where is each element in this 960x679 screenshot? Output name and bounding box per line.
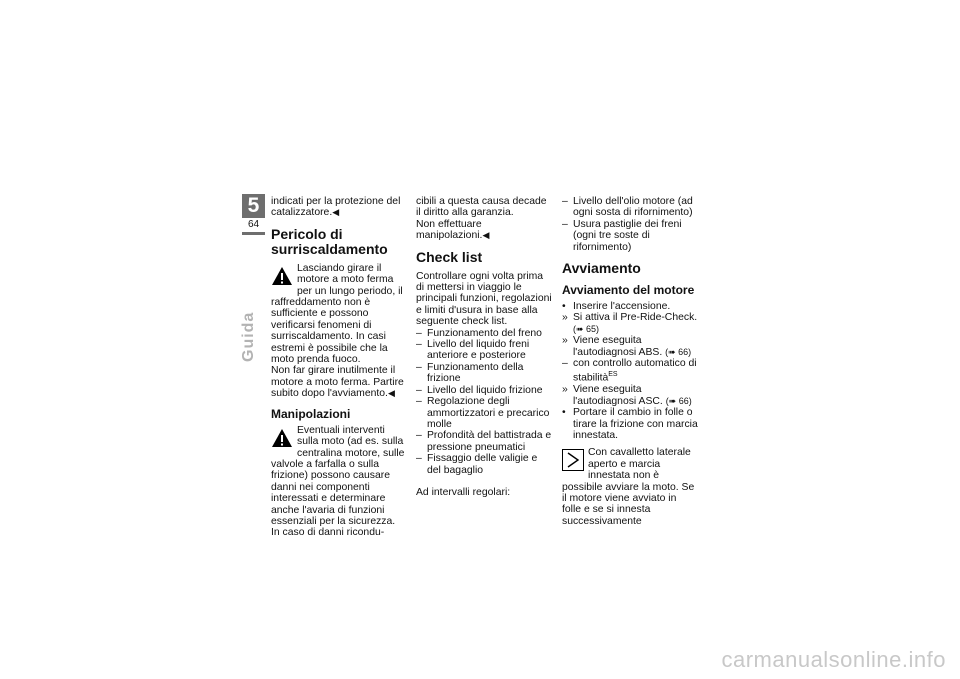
column-2 (416, 196, 553, 498)
list-item: – Profondità del battistrada e pressione pneumatici (416, 430, 552, 453)
heading-engine-start: Avviamento del motore (562, 283, 695, 298)
heading-manipulation: Manipolazioni (271, 406, 351, 421)
paragraph: indicati per la protezione del catalizzatore.◀ (271, 196, 401, 219)
note-paragraph: Con cavalletto laterale aperto e marcia innestata non è possibile avviare la moto. Se il motore viene avviato in folle e se si innesta successivamente (562, 447, 695, 527)
chapter-tab (242, 194, 265, 235)
end-mark: ◀ (387, 388, 395, 399)
list-item: – Regolazione degli ammortizzatori e precarico molle (416, 396, 550, 430)
page-number: 64 (242, 218, 265, 232)
check-list-continued (562, 196, 698, 253)
check-list (416, 328, 553, 476)
list-item: – Livello del liquido frizione (416, 384, 543, 396)
equipment-superscript: ES (608, 371, 618, 379)
paragraph: Controllare ogni volta prima di mettersi in viaggio le principali funzioni, regolazioni e limiti d'usura in base alla seguente check list. (416, 270, 552, 328)
paragraph: Non effettuare manipolazioni.◀ (416, 218, 490, 242)
list-item: • Inserire l'accensione. (562, 301, 671, 313)
page-reference: (➠ 65) (573, 323, 600, 334)
watermark: carmanualsonline.info (721, 647, 946, 672)
paragraph: cibili a questa causa decade il diritto alla garanzia. (416, 196, 547, 219)
list-item: » Viene eseguita l'autodiagnosi ABS. (➠ 66) (562, 335, 692, 358)
page-reference: (➠ 66) (665, 346, 692, 357)
end-mark: ◀ (482, 230, 490, 241)
heading-overheating: Pericolo di surriscaldamento (271, 225, 388, 257)
paragraph: Ad intervalli regolari: (416, 486, 511, 498)
list-item: » Si attiva il Pre-Ride-Check. (➠ 65) (562, 312, 698, 334)
paragraph: Non far girare inutilmente il motore a moto ferma. Partire subito dopo l'avviamento.◀ (271, 365, 404, 400)
list-item: – Funzionamento del freno (416, 327, 542, 339)
chapter-number: 5 (247, 194, 260, 217)
list-item: – Fissaggio delle valigie e del bagaglio (416, 453, 538, 476)
start-steps (562, 301, 698, 441)
note-icon (562, 449, 584, 471)
list-item: – Funzionamento della frizione (416, 361, 524, 385)
warning-paragraph: Eventuali interventi sulla moto (ad es. sulla centralina motore, sulle valvole a farfalla o sulla frizione) possono causare danni nei componenti interessati e determinare anche l'avaria di funzioni essenziali per la sicurezza. In caso di danni ricondu- (271, 424, 405, 539)
list-item: – Livello dell'olio motore (ad ogni sosta di rifornimento) (562, 196, 693, 219)
column-1 (271, 196, 405, 539)
warning-paragraph: Lasciando girare il motore a moto ferma per un lungo periodo, il raffreddamento non è sufficiente e possono verificarsi fenomeni di surriscaldamento. In casi estremi è possibile che la moto prenda fuoco. (271, 262, 403, 366)
list-item: – Usura pastiglie dei freni (ogni tre soste di rifornimento) (562, 218, 682, 253)
list-item: – Livello del liquido freni anteriore e posteriore (416, 339, 530, 362)
page-reference: (➠ 66) (665, 395, 692, 406)
warning-icon (271, 428, 293, 448)
heading-check-list: Check list (416, 248, 483, 265)
heading-starting: Avviamento (562, 260, 641, 277)
end-mark: ◀ (332, 207, 340, 218)
warning-icon (271, 266, 293, 286)
section-label: Guida (240, 311, 257, 362)
column-3 (562, 196, 698, 527)
list-item: » Viene eseguita l'autodiagnosi ASC. (➠ 66) (562, 384, 692, 407)
list-item: – con controllo automatico di stabilità$^{ES}$ (562, 358, 697, 384)
list-item: • Portare il cambio in folle o tirare la frizione con marcia innestata. (562, 407, 698, 441)
